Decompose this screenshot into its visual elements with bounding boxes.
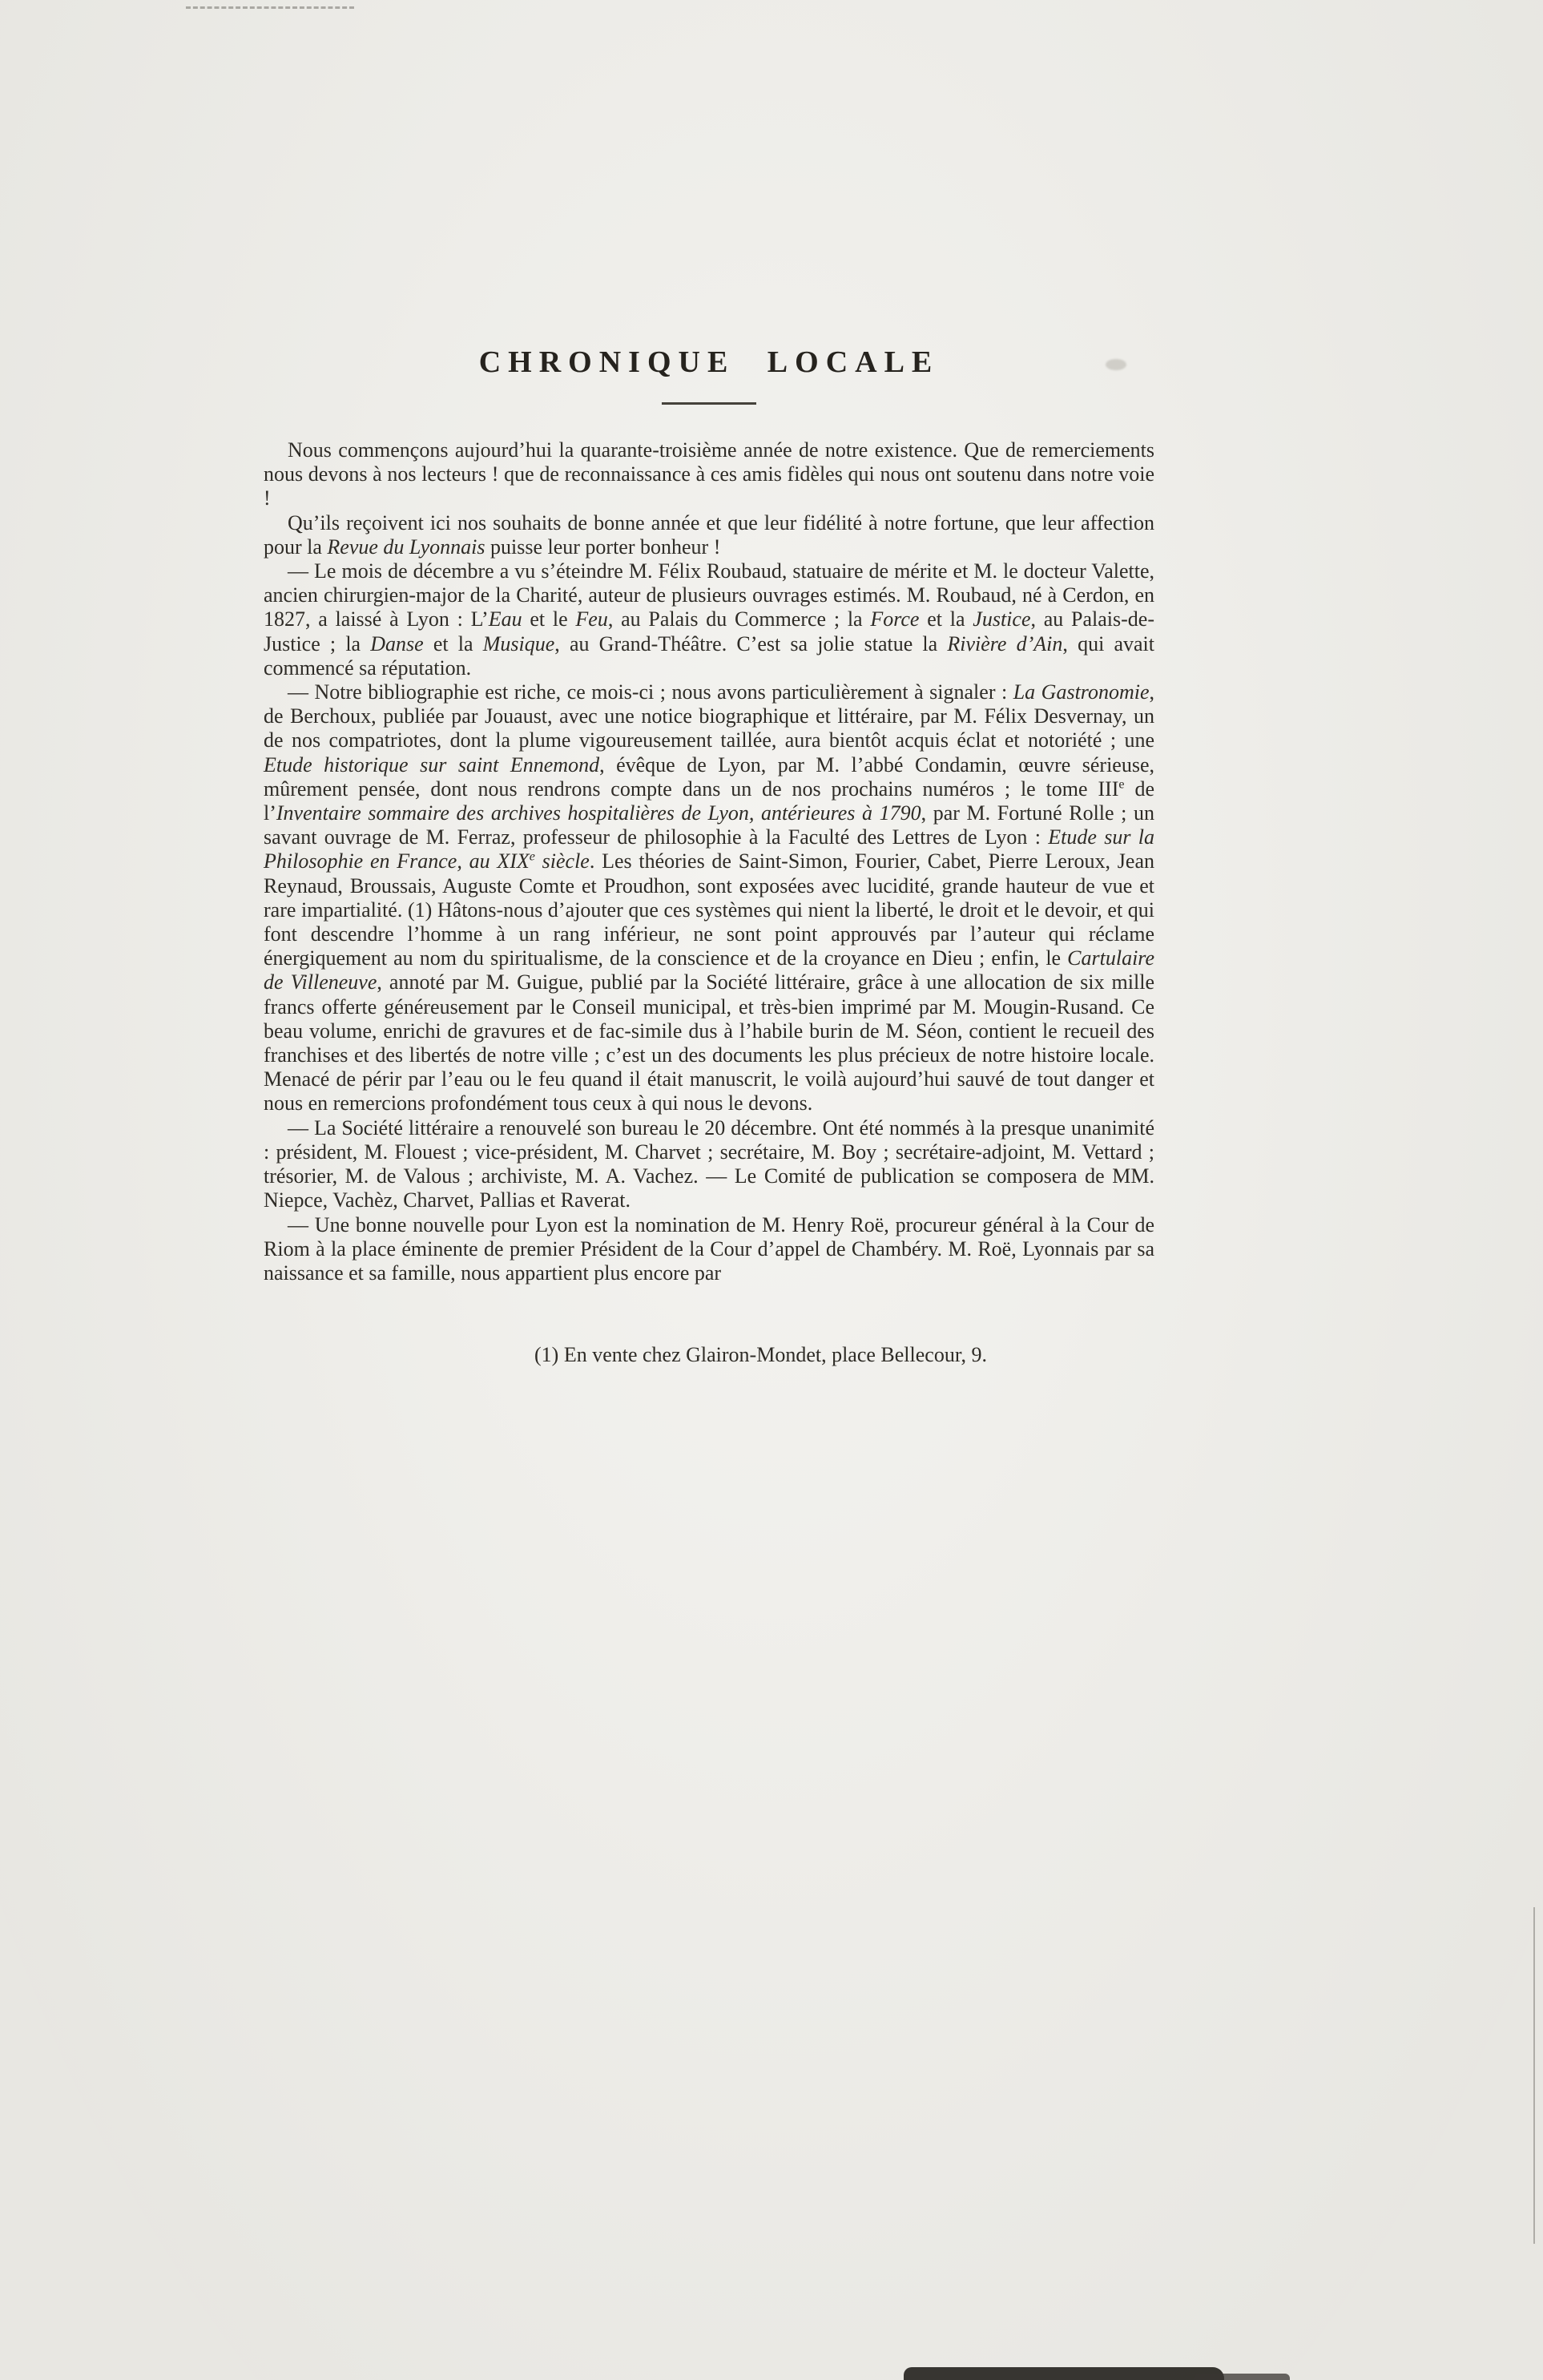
italic-text-segment: Force [870,607,920,631]
italic-text-segment: Feu [575,607,608,631]
text-segment: , qui avait commencé sa réputation. [264,631,1154,680]
title-divider [662,402,756,405]
scan-artifact-bottom-smudge-2 [1194,2374,1290,2380]
text-segment: , par M. Fortuné Rolle ; un savant ouvrage de M. Ferraz, professeur de philosophie à la Faculté des Lettres de Lyon : [264,801,1154,849]
text-segment: puisse leur porter bonheur ! [485,534,721,559]
scan-artifact-top-dashes [186,6,354,9]
text-segment: — Une bonne nouvelle pour Lyon est la nomination de M. Henry Roë, procureur général à la Cour de Riom à la place éminente de premier Président de la Cour d’appel de Chambéry. M. Roë, Lyonnais par sa naissance et sa famille, nous appartient plus encore par [264,1212,1154,1285]
text-column [264,345,1154,1367]
italic-text-segment: Rivière d’Ain [947,631,1063,656]
text-segment: , au Palais du Commerce ; la [607,607,871,631]
italic-text-segment: e [529,849,535,864]
text-segment: , de Berchoux, publiée par Jouaust, avec une notice biographique et littéraire, par M. Félix Desvernay, un de nos compatriotes, dont la plume vigoureusement taillée, aura bientôt acquis éclat et notoriété ; une [264,680,1154,752]
text-segment: , évêque de Lyon, par M. l’abbé Condamin, œuvre sérieuse, mûrement pensée, dont nous rendrons compte dans un de nos prochains numéros ; le tome III [264,752,1154,801]
footnote: (1) En vente chez Glairon-Mondet, place Bellecour, 9. [534,1343,987,1367]
text-segment: Qu’ils reçoivent ici nos souhaits de bonne année et que leur fidélité à notre fortune, que leur affection pour la [264,510,1154,559]
paragraph [264,680,1154,1116]
italic-text-segment: Justice [973,607,1031,631]
text-segment: e [1118,777,1125,792]
text-segment: et le [522,607,576,631]
paragraph [264,559,1154,680]
paragraph [264,1213,1154,1286]
paragraph [264,438,1154,511]
text-segment: , au Grand-Théâtre. C’est sa jolie statue la [554,631,948,656]
scan-artifact-right-line [1533,1907,1535,2244]
italic-text-segment: Eau [488,607,522,631]
italic-text-segment: La Gastronomie [1013,680,1150,704]
scan-artifact-bottom-smudge [904,2367,1224,2380]
italic-text-segment: Etude sur la Philosophie en France, au XIX [264,825,1154,873]
italic-text-segment: Etude historique sur saint Ennemond [264,752,600,777]
italic-text-segment: Cartulaire de Villeneuve [264,946,1154,994]
text-segment: et la [919,607,973,631]
text-segment: — Le mois de décembre a vu s’éteindre M. Félix Roubaud, statuaire de mérite et M. le docteur Valette, ancien chirurgien-major de la Charité, auteur de plusieurs ouvrages estimés. M. Roubaud, né à Cerdon, en 1827, a laissé à Lyon : L’ [264,559,1154,631]
text-segment: — La Société littéraire a renouvelé son bureau le 20 décembre. Ont été nommés à la presque unanimité : président, M. Flouest ; vice-président, M. Charvet ; secrétaire, M. Boy ; secrétaire-adjoint, M. Vettard ; trésorier, M. de Valous ; archiviste, M. A. Vachez. — Le Comité de publication se composera de MM. Niepce, Vachèz, Charvet, Pallias et Raverat. [264,1115,1154,1212]
text-segment: de l’ [264,777,1154,825]
text-segment: , au Palais-de-Justice ; la [264,607,1155,656]
italic-text-segment: Danse [370,631,424,656]
article-body [264,438,1154,1285]
italic-text-segment: Revue du Lyonnais [327,534,485,559]
italic-text-segment: Musique [482,631,555,656]
text-segment: , annoté par M. Guigue, publié par la Société littéraire, grâce à une allocation de six mille francs offerte généreusement par le Conseil municipal, et très-bien imprimé par M. Mougin-Rusand. Ce beau volume, enrichi de gravures et de fac-simile dus à l’habile burin de M. Séon, contient le recueil des franchises et des libertés de notre ville ; c’est un des documents les plus précieux de notre histoire locale. Menacé de périr par l’eau ou le feu quand il était manuscrit, le voilà aujourd’hui sauvé de tout danger et nous en remercions profondément tous ceux à qui nous le devons. [264,970,1154,1115]
italic-text-segment: Inventaire sommaire des archives hospitalières de Lyon, antérieures à 1790 [276,801,921,825]
text-segment: . Les théories de Saint-Simon, Fourier, Cabet, Pierre Leroux, Jean Reynaud, Broussais, Auguste Comte et Proudhon, sont exposées avec lucidité, grande hauteur de vue et rare impartialité. (1) Hâtons-nous d’ajouter que ces systèmes qui nient la liberté, le droit et le devoir, et qui font descendre l’homme à un rang inférieur, ne sont point approuvés par l’auteur qui réclame énergiquement au nom du spiritualisme, de la conscience et de la croyance en Dieu ; enfin, le [264,849,1154,970]
text-segment: — Notre bibliographie est riche, ce mois-ci ; nous avons particulièrement à signaler : [288,680,1013,704]
italic-text-segment: siècle [534,849,590,873]
text-segment: et la [423,631,483,656]
page-title: CHRONIQUE LOCALE [478,345,940,379]
paragraph [264,511,1154,559]
paragraph [264,1116,1154,1213]
text-segment: Nous commençons aujourd’hui la quarante-troisième année de notre existence. Que de remerciements nous devons à nos lecteurs ! que de reconnaissance à ces amis fidèles qui nous ont soutenu dans notre voie ! [264,438,1154,510]
